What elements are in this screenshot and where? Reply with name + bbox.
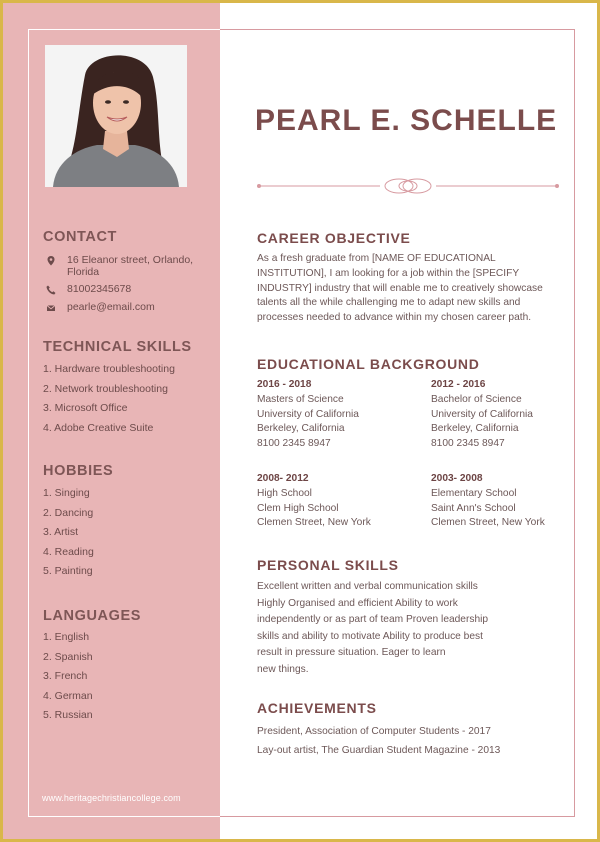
achievements-list — [257, 722, 500, 760]
text-line: talents all the while challenging me to adapt new skills and — [257, 297, 521, 309]
text-line: skills and ability to motivate Ability to produce best — [257, 630, 483, 642]
list-item: 1. Hardware troubleshooting — [43, 363, 175, 375]
list-item: 2. Dancing — [43, 506, 94, 519]
achievements-heading: ACHIEVEMENTS — [257, 700, 377, 716]
education-school: Clem High School — [257, 502, 339, 514]
contact-heading: CONTACT — [43, 229, 118, 245]
education-years: 2016 - 2018 — [257, 379, 312, 390]
education-years: 2008- 2012 — [257, 473, 309, 484]
text-line: Highly Organised and efficient Ability to work — [257, 597, 458, 609]
text-line: As a fresh graduate from [NAME OF EDUCATIONAL — [257, 253, 496, 264]
education-heading: EDUCATIONAL BACKGROUND — [257, 356, 480, 372]
list-item: President, Association of Computer Students - 2017 — [257, 726, 491, 737]
education-years: 2012 - 2016 — [431, 379, 486, 390]
text-line: INSTITUTION], I am looking for a job within the [SPECIFY — [257, 267, 520, 279]
education-location: Berkeley, California — [257, 423, 345, 435]
phone-icon — [45, 284, 57, 296]
list-item: 4. Reading — [43, 545, 94, 558]
list-item: 1. Singing — [43, 487, 90, 499]
list-item: 5. Painting — [43, 565, 93, 578]
education-location: Berkeley, California — [431, 423, 519, 435]
education-degree: Masters of Science — [257, 393, 344, 405]
profile-photo — [45, 45, 187, 187]
address-line2: Florida — [67, 266, 100, 278]
ornament-divider — [256, 175, 560, 197]
list-item: 1. English — [43, 631, 90, 643]
address-line1: 16 Eleanor street, Orlando, — [67, 254, 194, 266]
education-entry — [257, 378, 359, 452]
text-line: result in pressure situation. Eager to learn — [257, 647, 446, 658]
education-school: University of California — [431, 408, 533, 420]
education-phone: 8100 2345 8947 — [257, 438, 331, 450]
resume-page — [3, 3, 597, 839]
list-item: 3. Artist — [43, 526, 79, 539]
list-item: 4. German — [43, 689, 93, 702]
list-item: 2. Spanish — [43, 650, 93, 663]
personal-skills-text — [257, 579, 488, 678]
career-objective-text — [257, 252, 573, 326]
education-years: 2003- 2008 — [431, 473, 483, 484]
languages-heading: LANGUAGES — [43, 608, 142, 624]
text-line: independently or as part of team Proven leadership — [257, 614, 489, 625]
list-item: 5. Russian — [43, 709, 93, 722]
map-pin-icon — [45, 255, 57, 267]
education-location: Clemen Street, New York — [431, 517, 545, 529]
hobbies-list — [43, 484, 94, 582]
text-line: processes needed to advance within my chosen career path. — [257, 312, 532, 324]
text-line: new things. — [257, 663, 309, 675]
education-school: University of California — [257, 408, 359, 420]
education-degree: Elementary School — [431, 487, 517, 499]
personal-skills-heading: PERSONAL SKILLS — [257, 557, 399, 573]
education-degree: High School — [257, 487, 312, 499]
career-objective-heading: CAREER OBJECTIVE — [257, 230, 411, 246]
education-location: Clemen Street, New York — [257, 517, 371, 529]
text-line: INDUSTRY] industry that will enable me to creatively showcase — [257, 282, 543, 294]
technical-skills-list — [43, 360, 175, 438]
list-item: 3. Microsoft Office — [43, 402, 128, 415]
list-item: Lay-out artist, The Guardian Student Magazine - 2013 — [257, 745, 501, 756]
envelope-icon — [45, 302, 57, 314]
education-phone: 8100 2345 8947 — [431, 438, 505, 450]
education-degree: Bachelor of Science — [431, 393, 522, 405]
list-item: 3. French — [43, 670, 88, 683]
education-school: Saint Ann's School — [431, 502, 516, 514]
education-entry — [257, 472, 371, 531]
text-line: Excellent written and verbal communication skills — [257, 581, 478, 592]
phone-number: 81002345678 — [67, 283, 132, 295]
hobbies-heading: HOBBIES — [43, 463, 114, 479]
technical-skills-heading: TECHNICAL SKILLS — [43, 339, 192, 355]
list-item: 4. Adobe Creative Suite — [43, 421, 154, 434]
list-item: 2. Network troubleshooting — [43, 382, 168, 395]
email-address: pearle@email.com — [67, 301, 155, 313]
education-entry — [431, 472, 545, 531]
candidate-name: PEARL E. SCHELLE — [255, 104, 558, 137]
footer-url: www.heritagechristiancollege.com — [42, 793, 181, 803]
languages-list — [43, 628, 93, 726]
education-entry — [431, 378, 533, 452]
